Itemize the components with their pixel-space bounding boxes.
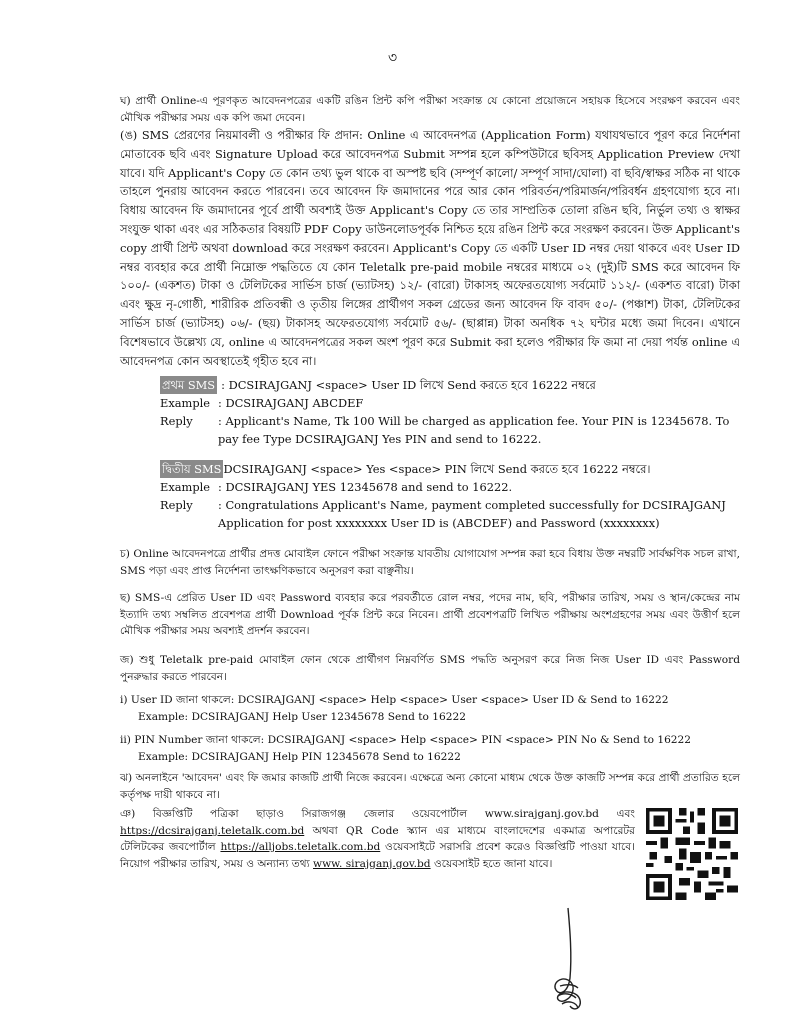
sms1-block [160, 376, 740, 448]
sms2-tag: দ্বিতীয় SMS [162, 462, 222, 476]
clause-nya-text-2: অথবা QR Code স্ক্যান এর মাধ্যমে বাংলাদেশের একমাত্র অপারেটর টেলিটকের জবপোর্টাল [120, 824, 635, 853]
page-number: ৩ [388, 50, 398, 66]
sms2-example: : DCSIRAJGANJ YES 12345678 and send to 16222. [218, 480, 513, 494]
sms1-example-label: Example [160, 396, 211, 410]
item-i [120, 692, 750, 725]
clause-nya-text-4: ওয়েবসাইট হতে জানা যাবে। [430, 857, 553, 870]
item-i-example: Example: DCSIRAJGANJ Help User 12345678 Send to 16222 [138, 710, 466, 723]
sms1-instruction: : DCSIRAJGANJ <space> User ID লিখে Send করতে হবে 16222 নম্বরে [221, 378, 596, 392]
clause-umo-sms-rules: (ঙ) SMS প্রেরণের নিয়মাবলী ও পরীক্ষার ফি প্রদান: Online এ আবেদনপত্র (Application Form) যথাযথভাবে পূরণ করে নির্দেশনা মোতাবেক ছবি এবং Signature Upload করে আবেদনপত্র Submit সম্পন্ন হলে কম্পিউটারে ছবিসহ Application Preview দেখা যাবে। যদি Applicant's Copy তে কোন তথ্য ভুল থাকে বা অস্পষ্ট ছবি (সম্পূর্ণ কালো/ সম্পূর্ণ সাদা/ঘোলা) বা ছবি/স্বাক্ষর সঠিক না থাকে তাহলে পুনরায় আবেদন করতে পারবেন। তবে আবেদন ফি জমাদানের পরে আর কোন পরিবর্তন/পরিমার্জন/পরিবর্ধন গ্রহণযোগ্য হবে না। বিধায় আবেদন ফি জমাদানের পূর্বে প্রার্থী অবশ্যই উক্ত Applicant's Copy তে তার সাম্প্রতিক তোলা রঙিন ছবি, নির্ভুল তথ্য ও স্বাক্ষর সংযুক্ত থাকা এবং এর সঠিকতার বিষয়টি PDF Copy ডাউনলোডপূর্বক নিশ্চিত হয়ে রঙিন প্রিন্ট করে সংরক্ষণ করবেন। উক্ত Applicant's copy প্রার্থী প্রিন্ট অথবা download করে সংরক্ষণ করবেন। Applicant's Copy তে একটি User ID নম্বর দেয়া থাকবে এবং User ID নম্বর ব্যবহার করে প্রার্থী নিম্নোক্ত পদ্ধতিতে যে কোন Teletalk pre-paid mobile নম্বরের মাধ্যমে ০২ (দুই)টি SMS করে আবেদন ফি ১০০/- (একশত) টাকা ও টেলিটকের সার্ভিস চার্জ (ভ্যাটসহ) ১২/- (বারো) টাকাসহ অফেরতযোগ্য সর্বমোট ১১২/- (একশত বারো) টাকা এবং ক্ষুদ্র নৃ-গোষ্ঠী, শারীরিক প্রতিবন্ধী ও তৃতীয় লিঙ্গের প্রার্থীগণ সকল গ্রেডের জন্য আবেদন ফি বাবদ ৫০/- (পঞ্চাশ) টাকা, টেলিটকের সার্ভিস চার্জ (ভ্যাটসহ) ০৬/- (ছয়) টাকাসহ অফেরতযোগ্য সর্বমোট ৫৬/- (ছাপ্পান্ন) টাকা অনধিক ৭২ ঘন্টার মধ্যে জমা দিবেন। এখানে বিশেষভাবে উল্লেখ্য যে, online এ আবেদনপত্রের সকল অংশ পূরণ করে Submit করা হলেও পরীক্ষার ফি জমা না দেয়া পর্যন্ত online এ আবেদনপত্র কোন অবস্থাতেই গৃহীত হবে না। [120, 128, 740, 368]
sms1-example: : DCSIRAJGANJ ABCDEF [218, 396, 364, 410]
sms2-reply: : Congratulations Applicant's Name, payment completed successfully for DCSIRAJGANJ Application for post xxxxxxxx User ID is (ABCDEF) and Password (xxxxxxxx) [218, 498, 726, 530]
link-dcsirajganj-teletalk[interactable]: https://dcsirajganj.teletalk.com.bd [120, 824, 305, 837]
sms2-instruction: DCSIRAJGANJ <space> Yes <space> PIN লিখে Send করতে হবে 16222 নম্বরে। [223, 462, 651, 476]
signature-icon [530, 900, 620, 1020]
clause-chha: ছ) SMS-এ প্রেরিত User ID এবং Password ব্যবহার করে পরবর্তীতে রোল নম্বর, পদের নাম, ছবি, পরীক্ষার তারিখ, সময় ও স্থান/কেন্দ্রের নাম ইত্যাদি তথ্য সম্বলিত প্রবেশপত্র প্রার্থী Download পূর্বক প্রিন্ট করে নিবেন। প্রার্থী প্রবেশপত্রটি লিখিত পরীক্ষায় অংশগ্রহণের সময় এবং উত্তীর্ণ হলে মৌখিক পরীক্ষার সময় অবশ্যই প্রদর্শন করবেন। [120, 592, 740, 637]
clause-gha: ঘ) প্রার্থী Online-এ পূরণকৃত আবেদনপত্রের একটি রঙিন প্রিন্ট কপি পরীক্ষা সংক্রান্ত যে কোনো প্রয়োজনে সহায়ক হিসেবে সংরক্ষণ করবেন এবং মৌখিক পরীক্ষার সময় এক কপি জমা দেবেন। [120, 95, 740, 124]
clause-cha: চ) Online আবেদনপত্রে প্রার্থীর প্রদত্ত মোবাইল ফোনে পরীক্ষা সংক্রান্ত যাবতীয় যোগাযোগ সম্পন্ন করা হবে বিধায় উক্ত নম্বরটি সার্বক্ষণিক সচল রাখা, SMS পড়া এবং প্রাপ্ত নির্দেশনা তাৎক্ষণিকভাবে অনুসরণ করা বাঞ্ছনীয়। [120, 548, 740, 577]
item-ii-line1: ii) PIN Number জানা থাকলে: DCSIRAJGANJ <space> Help <space> PIN <space> PIN No & Send to 16222 [120, 734, 692, 746]
clause-nya-text-1: ঞ) বিজ্ঞপ্তিটি পত্রিকা ছাড়াও সিরাজগঞ্জ জেলার ওয়েবপোর্টাল www.sirajganj.gov.bd এবং [120, 808, 635, 820]
sms2-block [160, 460, 740, 532]
sms2-example-label: Example [160, 480, 211, 494]
link-alljobs-teletalk[interactable]: https://alljobs.teletalk.com.bd [220, 841, 381, 853]
link-sirajganj-gov[interactable]: www. sirajganj.gov.bd [313, 857, 431, 870]
clause-ja: জ) শুধু Teletalk pre-paid মোবাইল ফোন থেকে প্রার্থীগণ নিম্নবর্ণিত SMS পদ্ধতি অনুসরণ করে নিজ নিজ User ID এবং Password পুনরুদ্ধার করতে পারবেন। [120, 654, 740, 683]
item-ii-example: Example: DCSIRAJGANJ Help PIN 12345678 Send to 16222 [138, 750, 461, 763]
qr-code-icon[interactable] [646, 808, 738, 900]
sms1-reply: : Applicant's Name, Tk 100 Will be charged as application fee. Your PIN is 12345678. To pay fee Type DCSIRAJGANJ Yes PIN and send to 16222. [218, 414, 730, 446]
item-i-line1: i) User ID জানা থাকলে: DCSIRAJGANJ <space> Help <space> User <space> User ID & Send to 16222 [120, 694, 669, 706]
item-ii [120, 732, 750, 765]
clause-nya [120, 806, 635, 872]
sms1-tag: প্রথম SMS [162, 378, 216, 392]
clause-nya-text-3: ওয়েবসাইটে সরাসরি প্রবেশ করেও বিজ্ঞপ্তিটি পাওয়া যাবে। নিয়োগ পরীক্ষার তারিখ, সময় ও অন্যান্য তথ্য [120, 841, 635, 870]
sms1-reply-label: Reply [160, 414, 193, 428]
sms2-reply-label: Reply [160, 498, 193, 512]
clause-jha: ঝ) অনলাইনে 'আবেদন' এবং ফি জমার কাজটি প্রার্থী নিজে করবেন। এক্ষেত্রে অন্য কোনো মাধ্যম থেকে উক্ত কাজটি সম্পন্ন করে প্রার্থী প্রতারিত হলে কর্তৃপক্ষ দায়ী থাকবে না। [120, 772, 740, 801]
